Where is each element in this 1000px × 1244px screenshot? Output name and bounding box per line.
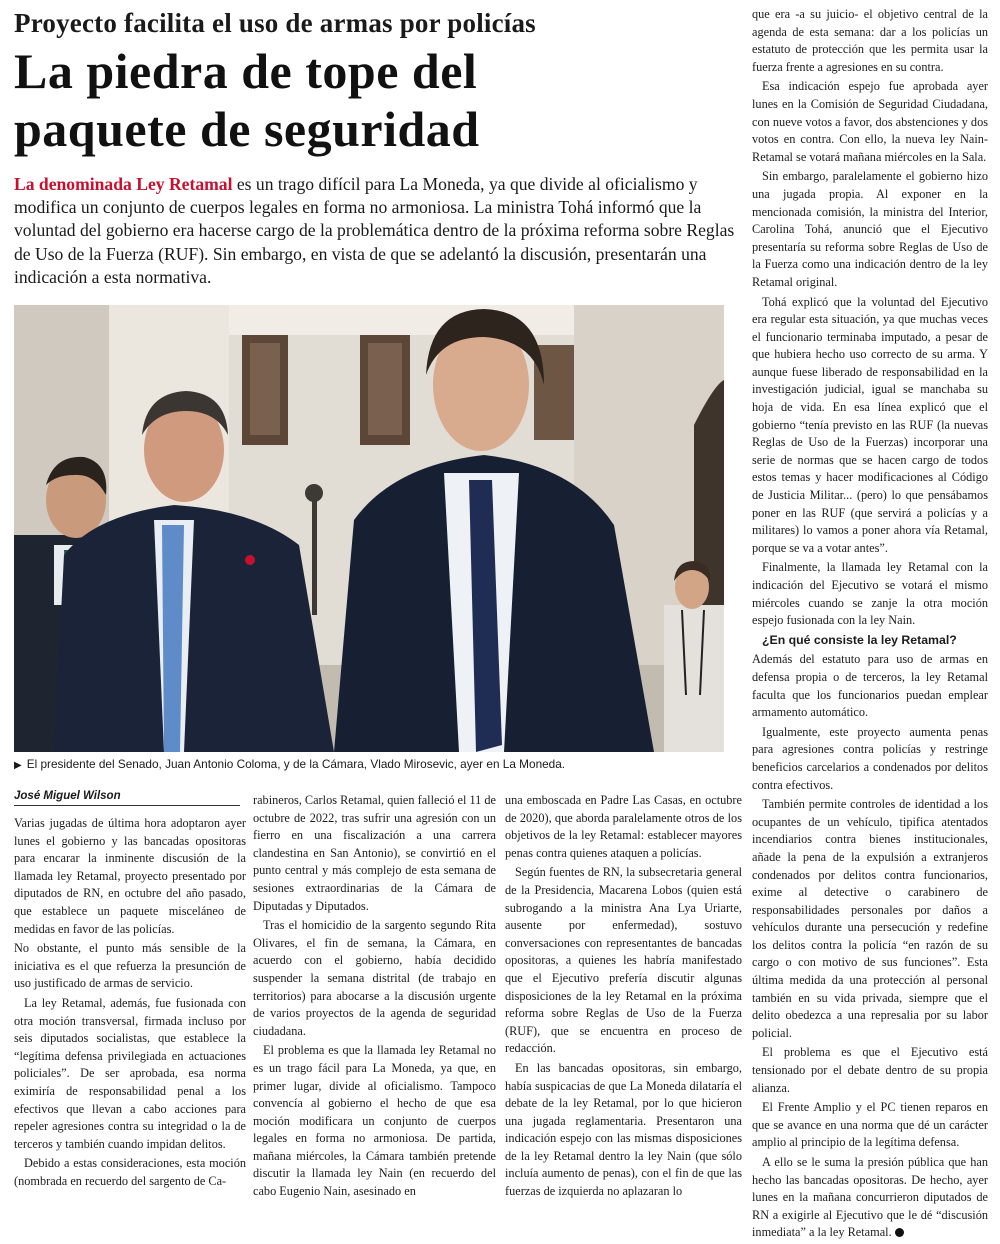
headline-line-2: paquete de seguridad [14, 101, 480, 157]
paragraph: Tohá explicó que la voluntad del Ejecutivo era regular esta situación, ya que muchas veces el funcionario terminaba imputado, a pesar de que hubiera hecho uso correcto de su arma. Y aunque fuese liberado de responsabilidad en la investigación judicial, igual se manchaba su hoja de vida. En esa línea explicó que el gobierno “tenía previsto en las RUF (la nuevas Reglas de Uso de la Fuerzas) incorporar una serie de normas que se hacen cargo de todos estos temas y hacer modificaciones al Código de Justicia Militar... (pero) lo que pensábamos poner en las RUF (que servirá a policías y a militares) lo vamos a poner ahora vía Retamal, porque se va a votar antes”. [752, 294, 988, 555]
paragraph: Sin embargo, paralelamente el gobierno hizo una jugada propia. Al exponer en la mencionada comisión, la ministra del Interior, Carolina Tohá, anunció que el Ejecutivo presentaría su reforma sobre Reglas de Uso de la Fuerza como una indicación dentro de la ley Retamal original. [752, 169, 988, 289]
paragraph: Además del estatuto para uso de armas en defensa propia o de terceros, la ley Retamal faculta que los funcionarios puedan emplear armamento automático. [752, 652, 988, 720]
paragraph: En las bancadas opositoras, sin embargo, había suspicacias de que La Moneda dilataría el debate de la ley Retamal, por lo que hicieron una jugada reglamentaria. Presentaron una indicación espejo con las mismas disposiciones de la ley Retamal dentro la ley Nain (que sólo incluía aumento de penas), con el fin de que las fuerzas de izquierda no aplazaran lo [505, 1060, 742, 1199]
column-4 [752, 6, 988, 1244]
photo-illustration [14, 305, 724, 752]
article-headline [14, 42, 744, 158]
paragraph: Varias jugadas de última hora adoptaron ayer lunes el gobierno y las bancadas opositoras para encarar la inminente discusión de la llamada ley Retamal, proyecto presentado por diputados de RN, en octubre del año pasado, que establece un paquete misceláneo de medidas en favor de las policías. [14, 816, 246, 936]
column-2 [253, 792, 496, 1203]
article-kicker: Proyecto facilita el uso de armas por policías [14, 8, 536, 38]
photo-caption [14, 756, 724, 774]
paragraph: No obstante, el punto más sensible de la iniciativa es el que refuerza la presunción de uso justificado de armas de servicio. [14, 941, 246, 991]
paragraph: El problema es que la llamada ley Retamal no es un trago fácil para La Moneda, ya que, en primer lugar, divide al oficialismo. Tampoco convencía al gobierno el hecho de que esa moción modificara un conjunto de cuerpos legales en forma no armoniosa. De partida, mañana miércoles, la Cámara también pretende discutir la llamada ley Nain (en recuerdo del cabo Eugenio Nain, asesinado en [253, 1043, 496, 1199]
paragraph: También permite controles de identidad a los ocupantes de un vehículo, tipifica atentados incendiarios contra bienes institucionales, añade la pena de la expulsión a extranjeros condenados por delitos contra funcionarios, exime al detective o carabinero de responsabilidades personales por daños a vehículos durante una persecución y redefine los delitos contra la policía “en razón de su cargo o con motivo de sus funciones”. Esta última medida da una protección al personal también en su vida privada, siempre que el delito obedezca a una represalia por su labor policial. [752, 797, 988, 1040]
end-mark-icon [895, 1228, 904, 1237]
paragraph: El problema es que el Ejecutivo está tensionado por el debate dentro de su propia alianza. [752, 1045, 988, 1095]
paragraph: Tras el homicidio de la sargento segundo Rita Olivares, el fin de semana, la Cámara, en acuerdo con el gobierno, había decidido suspender la semana distrital (de trabajo en territorios) para abocarse a la discusión urgente de varios proyectos de la agenda de seguridad ciudadana. [253, 918, 496, 1038]
caption-arrow-icon: ▶ [14, 760, 22, 771]
byline: José Miguel Wilson [14, 790, 240, 806]
paragraph: que era -a su juicio- el objetivo central de la agenda de esta semana: dar a los policías un estatuto de protección que les permita usar la fuerza frente a agresiones en su contra. [752, 7, 988, 74]
paragraph: La ley Retamal, además, fue fusionada con otra moción transversal, firmada incluso por seis diputados socialistas, que establece la “legítima defensa privilegiada en actuaciones policiales”. De ser aprobada, esa norma eximiría de responsabilidad penal a los efectivos que llevan a cabo acciones para repeler agresiones contra su integridad o la de terceros y también cuando impidan delitos. [14, 995, 246, 1151]
article-photo [14, 305, 724, 752]
paragraph [752, 1154, 988, 1242]
paragraph: Esa indicación espejo fue aprobada ayer lunes en la Comisión de Seguridad Ciudadana, con nueve votos a favor, dos abstenciones y dos votos en contra. Con ello, la nueva ley Nain-Retamal se votará mañana miércoles en la Sala. [752, 79, 988, 164]
caption-text: El presidente del Senado, Juan Antonio Coloma, y de la Cámara, Vlado Mirosevic, ayer en La Moneda. [26, 757, 566, 771]
headline-line-1: La piedra de tope del [14, 43, 478, 99]
lead-text: es un trago difícil para La Moneda, ya que divide al oficialismo y modifica un conjunto de cuerpos legales en forma no armoniosa. La ministra Tohá informó que la voluntad del gobierno era hacerse cargo de la problemática dentro de la próxima reforma sobre Reglas de Uso de la Fuerza (RUF). Sin embargo, en vista de que se adelantó la discusión, presentarán una indicación a esta normativa. [14, 174, 735, 287]
paragraph: El Frente Amplio y el PC tienen reparos en que se avance en una norma que dé un carácter amplio al principio de la legítima defensa. [752, 1100, 988, 1150]
column-3 [505, 792, 742, 1203]
section-subhead: ¿En qué consiste la ley Retamal? [762, 632, 957, 647]
column-1 [14, 815, 246, 1192]
article-lead [14, 173, 739, 289]
paragraph: una emboscada en Padre Las Casas, en octubre de 2020), que aborda paralelamente otros de los objetivos de la ley Retamal: establecer mayores penas contra quienes ataquen a policías. [505, 793, 742, 860]
paragraph: rabineros, Carlos Retamal, quien falleció el 11 de octubre de 2022, tras sufrir una agresión con un fierro en una fiscalización a una carrera clandestina en San Antonio), se convirtió en el punto central y más complejo de esta semana de sesiones extraordinarias de la Cámara de Diputadas y Diputados. [253, 793, 497, 913]
paragraph: Finalmente, la llamada ley Retamal con la indicación del Ejecutivo se votará el mismo miércoles cuando se zanje la otra moción espejo fusionada con la ley Nain. [752, 560, 988, 628]
final-paragraph-text: A ello se le suma la presión pública que han hecho las bancadas opositoras. De hecho, ayer lunes en la mañana concurrieron diputados de RN a exigirle al Ejecutivo que le dé “discusión inmediata” a la ley Retamal. [752, 1155, 988, 1240]
lead-highlight: La denominada Ley Retamal [14, 174, 233, 194]
paragraph: Según fuentes de RN, la subsecretaria general de la Presidencia, Macarena Lobos (quien está subrogando a la ministra Ana Lya Uriarte, ausente por enfermedad), sostuvo conversaciones con representantes de bancadas opositoras, a quienes les habría manifestado que el Ejecutivo prefería discutir algunas disposiciones de la ley Retamal en la próxima reforma sobre Reglas de Uso de la Fuerza (RUF), que se encuentra en proceso de redacción. [505, 865, 742, 1056]
paragraph: Igualmente, este proyecto aumenta penas para agresiones contra policías y restringe beneficios carcelarios a condenados por delitos contra efectivos. [752, 724, 988, 792]
paragraph: Debido a estas consideraciones, esta moción (nombrada en recuerdo del sargento de Ca- [14, 1156, 246, 1188]
